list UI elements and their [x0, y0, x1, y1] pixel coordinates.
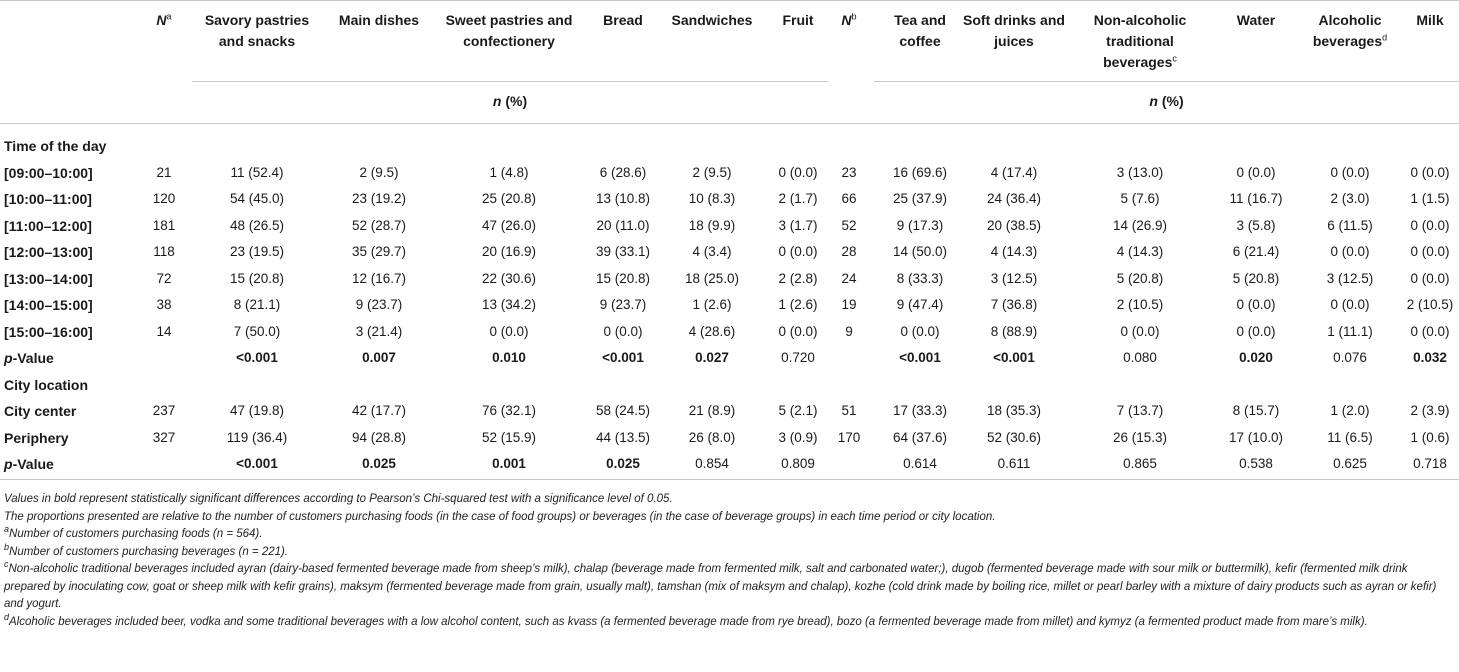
cell-food: 0 (0.0) — [778, 244, 818, 259]
cell-beverage: 0.865 — [1123, 456, 1157, 471]
cell-food: <0.001 — [236, 350, 278, 365]
row-n-food: 118 — [153, 244, 175, 259]
header-n-percent-food: n (%) — [492, 93, 528, 109]
header-food-col: Sandwiches — [671, 12, 753, 28]
cell-beverage: 0 (0.0) — [1330, 164, 1370, 180]
cell-food: 1 (2.6) — [692, 297, 732, 312]
cell-food: 7 (50.0) — [233, 323, 281, 339]
cell-food: 22 (30.6) — [481, 270, 537, 286]
cell-beverage: 7 (36.8) — [990, 297, 1038, 312]
row-label: [10:00–11:00] — [4, 191, 92, 207]
cell-beverage: <0.001 — [899, 350, 941, 365]
cell-food: 44 (13.5) — [595, 429, 651, 445]
section-title: Time of the day — [4, 138, 107, 154]
header-food-col: Sweet pastries and confectionery — [445, 12, 573, 49]
cell-food: 13 (10.8) — [595, 191, 651, 206]
cell-beverage: 0.080 — [1123, 350, 1157, 365]
cell-beverage: 0.625 — [1333, 456, 1367, 471]
row-label: [13:00–14:00] — [4, 270, 93, 287]
header-food-col: Fruit — [782, 12, 814, 28]
cell-food: <0.001 — [602, 350, 644, 365]
cell-beverage: 3 (12.5) — [1326, 270, 1374, 286]
cell-food: 4 (28.6) — [688, 323, 736, 339]
cell-beverage: 20 (38.5) — [986, 217, 1042, 233]
cell-beverage: 3 (13.0) — [1116, 164, 1164, 180]
cell-beverage: 6 (21.4) — [1232, 244, 1280, 259]
cell-food: 47 (19.8) — [229, 403, 285, 418]
cell-food: 0.025 — [362, 456, 396, 471]
row-n-food: 72 — [156, 270, 172, 286]
row-n-beverage: 51 — [841, 403, 857, 418]
cell-beverage: 17 (33.3) — [892, 403, 948, 418]
row-label: [09:00–10:00] — [4, 164, 93, 181]
table-top-rule — [0, 0, 1459, 1]
row-label: [12:00–13:00] — [4, 244, 93, 260]
header-food-col: Savory pastries and snacks — [204, 12, 310, 49]
cell-food: 12 (16.7) — [351, 270, 407, 286]
cell-food: 0 (0.0) — [489, 323, 529, 339]
beverage-span-rule — [874, 81, 1459, 82]
header-beverage-col: Tea and coffee — [894, 12, 946, 49]
row-n-food: 237 — [152, 403, 176, 418]
cell-food: 119 (36.4) — [226, 429, 288, 445]
cell-beverage: 64 (37.6) — [892, 429, 948, 445]
cell-food: 76 (32.1) — [481, 403, 537, 418]
cell-beverage: 0 (0.0) — [1410, 270, 1450, 286]
cell-food: 4 (3.4) — [692, 244, 732, 259]
cell-beverage: 0.718 — [1413, 456, 1447, 471]
cell-food: 10 (8.3) — [688, 191, 736, 206]
cell-beverage: 9 (17.3) — [896, 217, 944, 233]
cell-food: 9 (23.7) — [355, 297, 403, 312]
cell-beverage: 9 (47.4) — [896, 297, 944, 312]
footnote-a: $^a$Number of customers purchasing foods (n = 564). — [4, 524, 263, 540]
table-bottom-rule — [0, 479, 1459, 480]
row-n-food: 38 — [156, 297, 172, 312]
cell-food: 0.001 — [492, 456, 526, 471]
cell-beverage: 11 (16.7) — [1229, 191, 1283, 206]
cell-beverage: 26 (15.3) — [1112, 429, 1168, 445]
cell-beverage: 6 (11.5) — [1327, 217, 1373, 233]
cell-beverage: 0 (0.0) — [1330, 244, 1370, 259]
cell-beverage: 2 (3.0) — [1330, 191, 1370, 206]
cell-beverage: 0.614 — [903, 456, 937, 471]
header-beverage-col: Non-alcoholic traditional beverages$^c$ — [1093, 12, 1187, 70]
cell-food: 2 (9.5) — [692, 164, 732, 180]
cell-beverage: 3 (12.5) — [990, 270, 1038, 286]
cell-beverage: 2 (10.5) — [1116, 297, 1164, 312]
footnote-b: $^b$Number of customers purchasing beverages (n = 221). — [4, 541, 289, 558]
row-n-food: 120 — [152, 191, 176, 206]
cell-beverage: 0 (0.0) — [1410, 217, 1450, 233]
row-n-food: 327 — [152, 429, 176, 445]
cell-beverage: 5 (7.6) — [1120, 191, 1160, 206]
row-label: City center — [4, 403, 77, 419]
cell-food: 15 (20.8) — [595, 270, 651, 286]
row-n-beverage: 66 — [841, 191, 857, 206]
cell-beverage: 17 (10.0) — [1228, 429, 1284, 445]
footnote-bold: Values in bold represent statistically significant differences according to Pearson’s Chi-squared test with a significance level of 0.05. — [4, 493, 673, 505]
row-label: [15:00–16:00] — [4, 323, 93, 340]
cell-food: 21 (8.9) — [688, 403, 736, 418]
row-n-beverage: 9 — [845, 323, 853, 339]
cell-food: 2 (1.7) — [778, 191, 818, 206]
header-n-food: $N^a$ — [156, 11, 172, 28]
row-n-beverage: 28 — [841, 244, 857, 259]
cell-food: 9 (23.7) — [599, 297, 647, 312]
cell-beverage: 4 (14.3) — [1116, 244, 1164, 259]
cell-food: 0.854 — [695, 456, 729, 471]
cell-food: 15 (20.8) — [229, 270, 285, 286]
cell-beverage: 8 (15.7) — [1232, 403, 1280, 418]
cell-food: 5 (2.1) — [778, 403, 818, 418]
cell-food: 54 (45.0) — [229, 191, 285, 206]
row-n-food: 181 — [152, 217, 176, 233]
cell-beverage: 3 (5.8) — [1236, 217, 1276, 233]
header-beverage-col: Milk — [1416, 12, 1444, 28]
cell-beverage: 1 (11.1) — [1327, 323, 1373, 339]
p-value-label: p-Value — [4, 350, 54, 366]
row-n-beverage: 170 — [837, 429, 861, 445]
cell-food: 18 (9.9) — [688, 217, 736, 233]
row-n-food: 21 — [156, 164, 172, 180]
cell-beverage: 0 (0.0) — [1410, 323, 1450, 339]
header-n-beverage: $N^b$ — [841, 11, 857, 28]
cell-beverage: 7 (13.7) — [1116, 403, 1164, 418]
row-n-beverage: 23 — [841, 164, 857, 180]
header-beverage-col: Water — [1236, 12, 1276, 28]
food-span-rule — [192, 81, 828, 82]
cell-food: 1 (4.8) — [489, 164, 529, 180]
cell-food: 0.720 — [781, 350, 815, 365]
cell-beverage: 1 (1.5) — [1410, 191, 1450, 206]
cell-food: 94 (28.8) — [351, 429, 407, 445]
header-n-percent-beverage: n (%) — [1149, 93, 1184, 109]
cell-food: 11 (52.4) — [230, 164, 284, 180]
cell-beverage: 2 (3.9) — [1410, 403, 1450, 418]
cell-food: 0 (0.0) — [778, 164, 818, 180]
cell-food: 0.010 — [492, 350, 526, 365]
row-label: [11:00–12:00] — [4, 217, 92, 234]
cell-beverage: 4 (17.4) — [990, 164, 1038, 180]
cell-food: <0.001 — [236, 456, 278, 471]
cell-food: 0.007 — [362, 350, 396, 365]
cell-food: 0 (0.0) — [778, 323, 818, 339]
cell-beverage: 52 (30.6) — [986, 429, 1042, 445]
cell-beverage: 0 (0.0) — [900, 323, 940, 339]
cell-beverage: 18 (35.3) — [986, 403, 1042, 418]
cell-food: 58 (24.5) — [595, 403, 651, 418]
cell-food: 52 (15.9) — [481, 429, 537, 445]
cell-beverage: 5 (20.8) — [1116, 270, 1164, 286]
cell-food: 8 (21.1) — [233, 297, 281, 312]
cell-food: 3 (0.9) — [778, 429, 818, 445]
cell-beverage: 5 (20.8) — [1232, 270, 1280, 286]
cell-food: 20 (16.9) — [481, 244, 537, 259]
cell-beverage: 14 (50.0) — [892, 244, 948, 259]
header-beverage-col: Alcoholic beverages$^d$ — [1312, 12, 1388, 49]
cell-food: 3 (21.4) — [355, 323, 403, 339]
section-title: City location — [4, 376, 89, 393]
cell-beverage: 11 (6.5) — [1327, 429, 1373, 445]
cell-beverage: 14 (26.9) — [1112, 217, 1168, 233]
cell-beverage: 8 (33.3) — [896, 270, 944, 286]
footnote-c: $^c$Non-alcoholic traditional beverages included ayran (dairy-based fermented beverage made from sheep’s milk), chalap (beverage made from fermented milk, salt and carbonated water;), dugob (fermented beverage made with sour milk or buttermilk), kefir (fermented milk drink prepared by inoculating cow, goat or sheep milk with kefir grains), maksym (fermented beverage made from grain, usually malt), tamshan (mix of maksym and chalap), kozhe (cold drink made by boiling rice, millet or pearl barley with a mixture of dairy products such as ayran or kefir) and yogurt. — [4, 559, 1437, 610]
cell-food: 6 (28.6) — [599, 164, 647, 180]
cell-food: 26 (8.0) — [688, 429, 736, 445]
cell-beverage: 0 (0.0) — [1120, 323, 1160, 339]
cell-food: 35 (29.7) — [351, 244, 407, 259]
cell-food: 52 (28.7) — [351, 217, 407, 233]
cell-beverage: 0.020 — [1239, 350, 1273, 365]
cell-food: 1 (2.6) — [778, 297, 818, 312]
cell-food: 39 (33.1) — [595, 244, 651, 259]
header-bottom-rule — [0, 123, 1459, 124]
cell-beverage: 16 (69.6) — [892, 164, 948, 180]
row-label: Periphery — [4, 429, 69, 446]
cell-food: 42 (17.7) — [351, 403, 407, 418]
cell-beverage: 25 (37.9) — [892, 191, 948, 206]
footnote-proportions: The proportions presented are relative to the number of customers purchasing foods (in the case of food groups) or beverages (in the case of beverage groups) in each time period or city location. — [4, 510, 996, 523]
cell-beverage: 24 (36.4) — [986, 191, 1042, 206]
cell-beverage: 0.076 — [1333, 350, 1367, 365]
row-n-beverage: 52 — [841, 217, 857, 233]
cell-food: 3 (1.7) — [778, 217, 818, 233]
cell-beverage: 0 (0.0) — [1330, 297, 1370, 312]
cell-beverage: 0.538 — [1239, 456, 1273, 471]
header-food-col: Bread — [603, 12, 643, 28]
cell-beverage: 2 (10.5) — [1406, 297, 1454, 312]
cell-food: 2 (2.8) — [778, 270, 818, 286]
cell-food: 20 (11.0) — [596, 217, 650, 233]
cell-beverage: <0.001 — [993, 350, 1035, 365]
cell-food: 13 (34.2) — [481, 297, 537, 312]
cell-beverage: 0.032 — [1413, 350, 1447, 365]
cell-food: 23 (19.2) — [351, 191, 407, 206]
cell-beverage: 1 (2.0) — [1330, 403, 1370, 418]
cell-beverage: 8 (88.9) — [990, 323, 1038, 339]
cell-food: 0.025 — [606, 456, 640, 471]
table-footnotes — [4, 491, 1456, 631]
cell-food: 0.809 — [781, 456, 815, 471]
cell-food: 23 (19.5) — [229, 244, 285, 259]
cell-beverage: 0 (0.0) — [1410, 164, 1450, 180]
footnote-d: $^d$Alcoholic beverages included beer, vodka and some traditional beverages with a low alcohol content, such as kvass (a fermented beverage made from rye bread), bozo (a fermented beverage made from millet) and kymyz (a fermented product made from mare’s milk). — [4, 611, 1368, 628]
cell-beverage: 4 (14.3) — [990, 244, 1038, 259]
cell-food: 18 (25.0) — [684, 270, 740, 286]
cell-beverage: 0 (0.0) — [1410, 244, 1450, 259]
cell-food: 25 (20.8) — [481, 191, 537, 206]
cell-beverage: 0 (0.0) — [1236, 297, 1276, 312]
cell-beverage: 1 (0.6) — [1410, 429, 1450, 445]
row-n-beverage: 24 — [841, 270, 857, 286]
row-n-food: 14 — [156, 323, 172, 339]
cell-food: 47 (26.0) — [481, 217, 537, 233]
row-label: [14:00–15:00] — [4, 297, 93, 313]
header-beverage-col: Soft drinks and juices — [963, 12, 1065, 49]
row-n-beverage: 19 — [841, 297, 857, 312]
p-value-label: p-Value — [4, 456, 54, 472]
cell-food: 0 (0.0) — [603, 323, 643, 339]
header-food-col: Main dishes — [338, 12, 420, 28]
cell-beverage: 0 (0.0) — [1236, 164, 1276, 180]
cell-beverage: 0.611 — [997, 456, 1031, 471]
cell-food: 0.027 — [695, 350, 729, 365]
cell-food: 2 (9.5) — [359, 164, 399, 180]
cell-beverage: 0 (0.0) — [1236, 323, 1276, 339]
cell-food: 48 (26.5) — [229, 217, 285, 233]
